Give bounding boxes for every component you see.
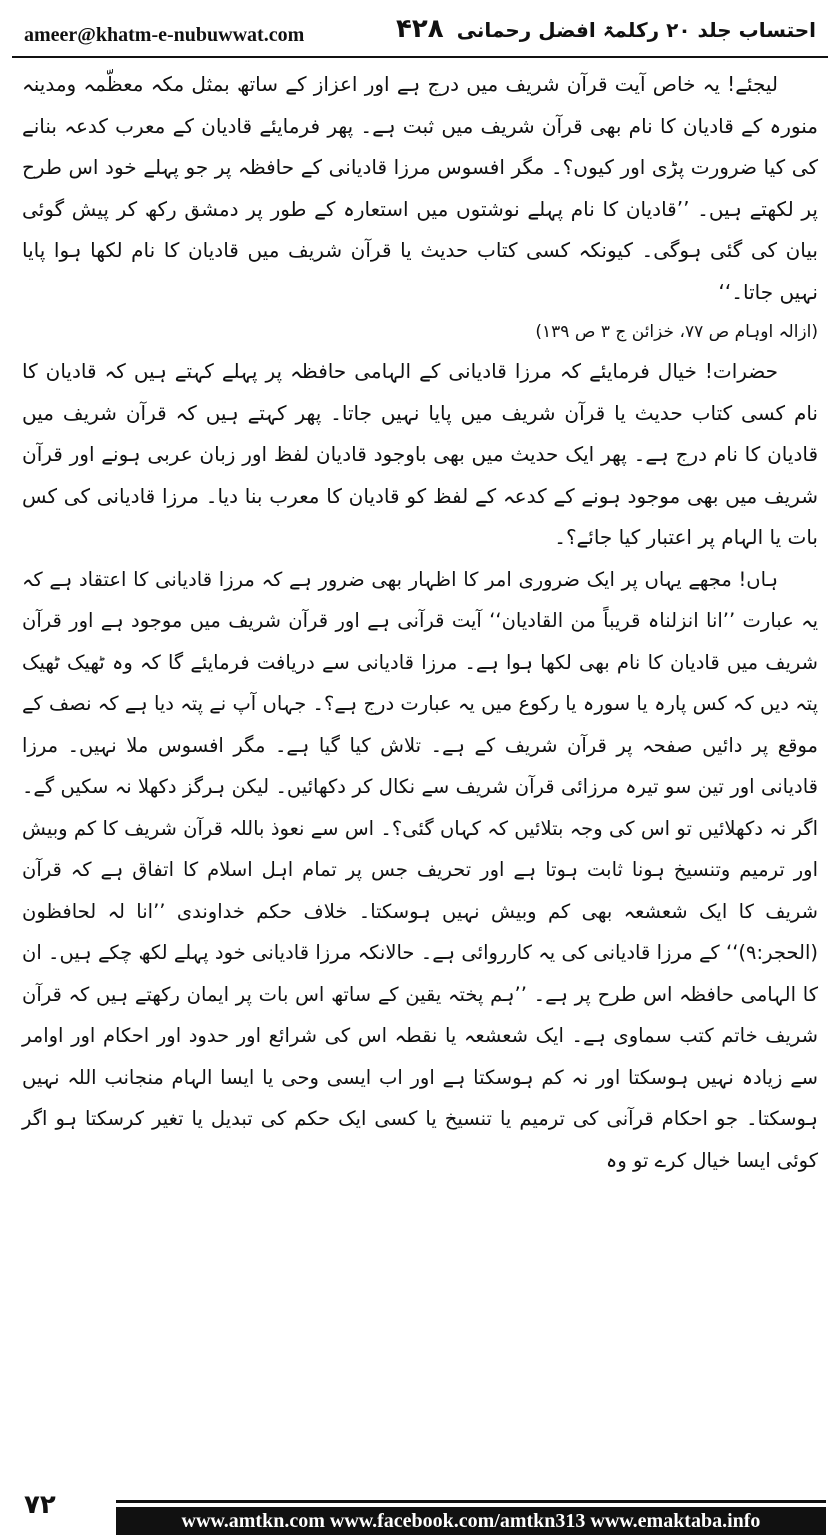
citation: (ازالہ اوہام ص ۷۷، خزائن ج ۳ ص ۱۳۹): [535, 322, 818, 342]
page-footer: [0, 1488, 840, 1540]
header-email: ameer@khatm-e-nubuwwat.com: [24, 24, 305, 46]
page-body: [22, 64, 818, 1181]
paragraph-1: لیجئے! یہ خاص آیت قرآن شریف میں درج ہے اور اعزاز کے ساتھ بمثل مکہ معظّمہ ومدینہ منورہ کے قادیان کا نام بھی قرآن شریف میں ثبت ہے۔ پھر فرمایئے قادیان کے معرب کدعہ بنانے کی کیا ضرورت پڑی اور کیوں؟۔ مگر افسوس مرزا قادیانی کے حافظہ پر جو پہلے خود اس طرح پر لکھتے ہیں۔ ’’قادیان کا نام پہلے نوشتوں میں استعارہ کے طور پر دمشق رکھ کر پیش گوئی بیان کی گئی ہوگی۔ کیونکہ کسی کتاب حدیث یا قرآن شریف میں قادیان کا نام لکھا ہوا پایا نہیں جاتا۔‘‘: [22, 72, 818, 304]
header-page-number: ۴۲۸: [396, 14, 444, 44]
footer-rule: [116, 1500, 826, 1503]
footer-page-number: ۷۲: [24, 1490, 56, 1520]
paragraph-2: حضرات! خیال فرمایئے کہ مرزا قادیانی کے الہامی حافظہ پر پہلے کہتے ہیں کہ قادیان کا نام کسی کتاب حدیث یا قرآن شریف میں پایا نہیں جاتا۔ پھر کہتے ہیں کہ قرآن شریف میں قادیان کا نام درج ہے۔ پھر ایک حدیث میں بھی باوجود قادیان لفظ اور زبان عربی ہونے اور قرآن شریف میں بھی موجود ہونے کے کدعہ کے لفظ کو قادیان کا معرب بنا دیا۔ مرزا قادیانی کی کس بات یا الہام پر اعتبار کیا جائے؟۔: [22, 359, 818, 549]
page-header: [10, 8, 830, 54]
header-rule: [12, 56, 828, 58]
footer-links: www.amtkn.com www.facebook.com/amtkn313 www.emaktaba.info: [116, 1507, 826, 1535]
paragraph-3: ہاں! مجھے یہاں پر ایک ضروری امر کا اظہار بھی ضرور ہے کہ مرزا قادیانی کا اعتقاد ہے کہ یہ عبارت ’’انا انزلناہ قریباً من القادیان‘‘ آیت قرآنی ہے اور قرآن شریف میں موجود ہے اور قرآن شریف میں قادیان کا نام بھی لکھا ہوا ہے۔ مرزا قادیانی سے دریافت فرمایئے گا کہ وہ ٹھیک ٹھیک پتہ دیں کہ کس پارہ یا سورہ یا رکوع میں یہ عبارت درج ہے؟۔ جہاں آپ نے پتہ دیا ہے کہ نصف کے موقع پر دائیں صفحہ پر قرآن شریف کے ہے۔ تلاش کیا گیا ہے۔ مگر افسوس ملا نہیں۔ مرزا قادیانی اور تین سو تیرہ مرزائی قرآن شریف سے نکال کر دکھائیں۔ لیکن ہرگز دکھلا نہ سکیں گے۔ اگر نہ دکھلائیں تو اس کی وجہ بتلائیں کہ کہاں گئی؟۔ اس سے نعوذ باللہ قرآن شریف کا کم وبیش اور ترمیم وتنسیخ ہونا ثابت ہوتا ہے اور تحریف جس پر تمام اہل اسلام کا اتفاق ہے کہ قرآن شریف کا ایک شعشعہ بھی کم وبیش نہیں ہوسکتا۔ خلاف حکم خداوندی ’’انا لہ لحافظون (الحجر:۹)‘‘ کے مرزا قادیانی کی یہ کارروائی ہے۔ حالانکہ مرزا قادیانی خود پہلے لکھ چکے ہیں۔ ان کا الہامی حافظہ اس طرح پر ہے۔ ’’ہم پختہ یقین کے ساتھ اس بات پر ایمان رکھتے ہیں کہ قرآن شریف خاتم کتب سماوی ہے۔ ایک شعشعہ یا نقطہ اس کی شرائع اور حدود اور احکام اور اوامر سے زیادہ نہیں ہوسکتا اور نہ کم ہوسکتا ہے اور اب ایسی وحی یا ایسا الہام منجانب اللہ نہیں ہوسکتا۔ جو احکام قرآنی کی ترمیم یا تنسیخ یا کسی ایک حکم کی تبدیل یا تغیر کرسکتا ہو اگر کوئی ایسا خیال کرے تو وہ: [22, 567, 818, 1172]
header-title: احتساب جلد ۲۰ رکلمۃ افضل رحمانی: [456, 18, 816, 42]
